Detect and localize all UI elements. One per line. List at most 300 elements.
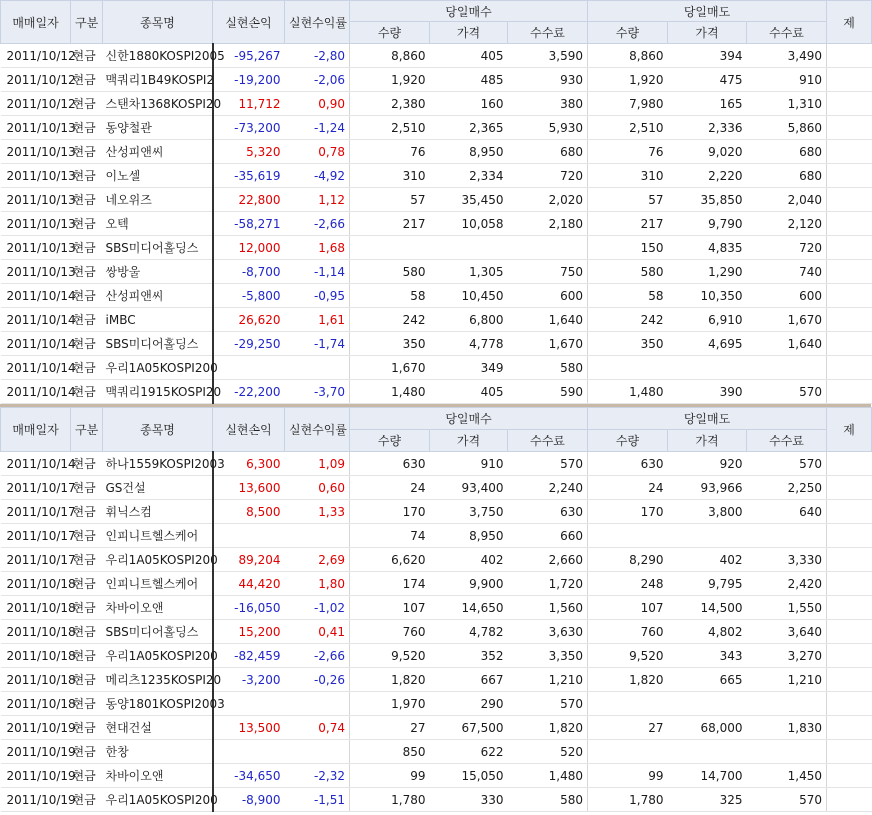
cell-buy-price: 35,450	[430, 188, 508, 212]
cell-sell-price: 4,695	[668, 332, 747, 356]
cell-sell-qty: 58	[588, 284, 668, 308]
cell-realized-return: 0,90	[285, 92, 350, 116]
table-row[interactable]	[1, 764, 872, 788]
cell-realized-return: -4,92	[285, 164, 350, 188]
cell-sell-price: 165	[668, 92, 747, 116]
table-row[interactable]	[1, 92, 872, 116]
cell-buy-qty: 580	[350, 260, 430, 284]
cell-sell-qty: 248	[588, 572, 668, 596]
cell-buy-price: 4,782	[430, 620, 508, 644]
cell-extra	[827, 356, 872, 380]
cell-realized-return: 2,69	[285, 548, 350, 572]
cell-realized-pnl: 13,600	[213, 476, 285, 500]
cell-trade-date: 2011/10/17	[1, 524, 71, 548]
cell-sell-fee: 740	[747, 260, 827, 284]
cell-sell-fee: 1,310	[747, 92, 827, 116]
cell-realized-return: -1,14	[285, 260, 350, 284]
header-realized-return[interactable]: 실현수익률	[285, 1, 350, 44]
cell-buy-fee: 2,660	[508, 548, 588, 572]
cell-realized-return	[285, 524, 350, 548]
table-row[interactable]	[1, 284, 872, 308]
cell-sell-fee	[747, 740, 827, 764]
cell-realized-return	[285, 740, 350, 764]
cell-realized-return: 1,33	[285, 500, 350, 524]
cell-trade-date: 2011/10/18	[1, 692, 71, 716]
header-buy-fee[interactable]: 수수료	[508, 430, 588, 452]
cell-realized-pnl: -8,900	[213, 788, 285, 812]
cell-realized-return	[285, 356, 350, 380]
header-stock-name[interactable]: 종목명	[103, 408, 213, 452]
cell-sell-price: 2,336	[668, 116, 747, 140]
table-row[interactable]	[1, 452, 872, 476]
cell-sell-price: 9,790	[668, 212, 747, 236]
cell-sell-price: 6,910	[668, 308, 747, 332]
cell-buy-qty: 57	[350, 188, 430, 212]
table-row[interactable]	[1, 524, 872, 548]
table-row[interactable]	[1, 500, 872, 524]
table-row[interactable]	[1, 596, 872, 620]
cell-sell-qty	[588, 692, 668, 716]
cell-buy-qty: 174	[350, 572, 430, 596]
cell-realized-pnl: 22,800	[213, 188, 285, 212]
cell-realized-return: 1,12	[285, 188, 350, 212]
cell-buy-qty: 9,520	[350, 644, 430, 668]
cell-realized-return: -2,32	[285, 764, 350, 788]
header-sell-qty[interactable]: 수량	[588, 22, 668, 44]
cell-realized-return: -0,26	[285, 668, 350, 692]
cell-trade-date: 2011/10/14	[1, 356, 71, 380]
cell-sell-price	[668, 692, 747, 716]
cell-sell-fee: 5,860	[747, 116, 827, 140]
cell-sell-fee	[747, 356, 827, 380]
table-row[interactable]	[1, 668, 872, 692]
cell-buy-fee: 590	[508, 380, 588, 404]
cell-sell-price	[668, 740, 747, 764]
cell-extra	[827, 716, 872, 740]
cell-extra	[827, 524, 872, 548]
cell-type: 현금	[71, 788, 103, 812]
table-row[interactable]	[1, 380, 872, 404]
cell-stock-name: 신한1880KOSPI2005	[103, 44, 213, 68]
cell-sell-qty: 107	[588, 596, 668, 620]
cell-buy-price: 10,450	[430, 284, 508, 308]
header-realized-pnl[interactable]: 실현손익	[213, 1, 285, 44]
cell-trade-date: 2011/10/17	[1, 548, 71, 572]
cell-stock-name: SBS미디어홀딩스	[103, 332, 213, 356]
cell-sell-qty: 350	[588, 332, 668, 356]
cell-stock-name: 산성피앤씨	[103, 140, 213, 164]
cell-sell-fee	[747, 692, 827, 716]
header-realized-pnl[interactable]: 실현손익	[213, 408, 285, 452]
cell-stock-name: 우리1A05KOSPI200	[103, 788, 213, 812]
cell-realized-return: 1,80	[285, 572, 350, 596]
header-type[interactable]: 구분	[71, 408, 103, 452]
cell-buy-price: 330	[430, 788, 508, 812]
cell-buy-fee: 1,720	[508, 572, 588, 596]
cell-trade-date: 2011/10/13	[1, 140, 71, 164]
cell-sell-qty: 1,480	[588, 380, 668, 404]
cell-realized-return: 1,61	[285, 308, 350, 332]
cell-buy-qty: 760	[350, 620, 430, 644]
cell-type: 현금	[71, 476, 103, 500]
cell-realized-return: -1,02	[285, 596, 350, 620]
cell-realized-pnl: 11,712	[213, 92, 285, 116]
cell-buy-qty: 1,920	[350, 68, 430, 92]
cell-stock-name: 이노셀	[103, 164, 213, 188]
header-buy-fee[interactable]: 수수료	[508, 22, 588, 44]
cell-buy-fee: 3,590	[508, 44, 588, 68]
cell-sell-fee: 3,330	[747, 548, 827, 572]
cell-sell-qty: 170	[588, 500, 668, 524]
cell-type: 현금	[71, 164, 103, 188]
cell-realized-pnl: -82,459	[213, 644, 285, 668]
cell-extra	[827, 764, 872, 788]
cell-sell-qty: 76	[588, 140, 668, 164]
table-row[interactable]	[1, 164, 872, 188]
table-row[interactable]	[1, 356, 872, 380]
cell-realized-pnl: 13,500	[213, 716, 285, 740]
cell-buy-price: 9,900	[430, 572, 508, 596]
cell-stock-name: 현대건설	[103, 716, 213, 740]
header-type[interactable]: 구분	[71, 1, 103, 44]
cell-trade-date: 2011/10/13	[1, 164, 71, 188]
cell-extra	[827, 476, 872, 500]
cell-buy-price: 667	[430, 668, 508, 692]
cell-extra	[827, 44, 872, 68]
cell-sell-fee: 570	[747, 788, 827, 812]
cell-buy-fee: 570	[508, 452, 588, 476]
cell-stock-name: 우리1A05KOSPI200	[103, 356, 213, 380]
cell-realized-return: -1,51	[285, 788, 350, 812]
table-row[interactable]	[1, 212, 872, 236]
cell-sell-fee: 680	[747, 164, 827, 188]
cell-buy-qty: 170	[350, 500, 430, 524]
cell-buy-fee: 380	[508, 92, 588, 116]
cell-buy-qty: 27	[350, 716, 430, 740]
cell-realized-return: -1,24	[285, 116, 350, 140]
cell-buy-price: 622	[430, 740, 508, 764]
cell-type: 현금	[71, 212, 103, 236]
cell-sell-price: 325	[668, 788, 747, 812]
cell-buy-qty: 2,380	[350, 92, 430, 116]
cell-trade-date: 2011/10/14	[1, 284, 71, 308]
cell-sell-qty: 1,780	[588, 788, 668, 812]
cell-stock-name: 인피니트헬스케어	[103, 524, 213, 548]
cell-sell-price: 35,850	[668, 188, 747, 212]
cell-buy-price: 14,650	[430, 596, 508, 620]
cell-buy-fee: 580	[508, 356, 588, 380]
cell-stock-name: 맥쿼리1915KOSPI20	[103, 380, 213, 404]
header-day-sell: 당일매도	[588, 408, 827, 430]
cell-extra	[827, 116, 872, 140]
cell-trade-date: 2011/10/12	[1, 68, 71, 92]
table-row[interactable]	[1, 620, 872, 644]
cell-stock-name: 우리1A05KOSPI200	[103, 548, 213, 572]
header-buy-price[interactable]: 가격	[430, 430, 508, 452]
cell-trade-date: 2011/10/18	[1, 572, 71, 596]
cell-type: 현금	[71, 356, 103, 380]
cell-buy-qty: 107	[350, 596, 430, 620]
cell-buy-price: 352	[430, 644, 508, 668]
cell-trade-date: 2011/10/13	[1, 188, 71, 212]
table-row[interactable]	[1, 788, 872, 812]
cell-extra	[827, 140, 872, 164]
cell-sell-qty: 2,510	[588, 116, 668, 140]
table-row[interactable]	[1, 68, 872, 92]
cell-sell-qty: 1,820	[588, 668, 668, 692]
cell-realized-return: -3,70	[285, 380, 350, 404]
table-row[interactable]	[1, 188, 872, 212]
cell-sell-price: 4,835	[668, 236, 747, 260]
header-stock-name[interactable]: 종목명	[103, 1, 213, 44]
cell-trade-date: 2011/10/14	[1, 452, 71, 476]
cell-buy-price: 910	[430, 452, 508, 476]
cell-realized-pnl: -95,267	[213, 44, 285, 68]
cell-extra	[827, 332, 872, 356]
cell-realized-pnl	[213, 524, 285, 548]
cell-buy-fee: 660	[508, 524, 588, 548]
cell-type: 현금	[71, 380, 103, 404]
cell-type: 현금	[71, 260, 103, 284]
cell-buy-price: 8,950	[430, 524, 508, 548]
cell-buy-price: 349	[430, 356, 508, 380]
cell-extra	[827, 668, 872, 692]
cell-sell-qty: 57	[588, 188, 668, 212]
cell-buy-qty: 58	[350, 284, 430, 308]
cell-sell-qty	[588, 524, 668, 548]
header-sell-qty[interactable]: 수량	[588, 430, 668, 452]
cell-buy-fee: 1,640	[508, 308, 588, 332]
header-trade-date[interactable]: 매매일자	[1, 408, 71, 452]
cell-realized-pnl: -22,200	[213, 380, 285, 404]
cell-buy-qty: 1,820	[350, 668, 430, 692]
cell-buy-price: 1,305	[430, 260, 508, 284]
cell-realized-pnl	[213, 356, 285, 380]
cell-realized-pnl	[213, 740, 285, 764]
cell-extra	[827, 92, 872, 116]
header-day-buy: 당일매수	[350, 1, 588, 22]
cell-realized-pnl: -16,050	[213, 596, 285, 620]
cell-sell-price: 2,220	[668, 164, 747, 188]
cell-trade-date: 2011/10/14	[1, 308, 71, 332]
cell-type: 현금	[71, 284, 103, 308]
cell-stock-name: 인피니트헬스케어	[103, 572, 213, 596]
cell-buy-qty: 217	[350, 212, 430, 236]
cell-buy-fee: 580	[508, 788, 588, 812]
cell-sell-fee: 1,550	[747, 596, 827, 620]
cell-sell-fee: 2,420	[747, 572, 827, 596]
cell-sell-qty: 310	[588, 164, 668, 188]
cell-trade-date: 2011/10/18	[1, 596, 71, 620]
table-row[interactable]	[1, 308, 872, 332]
trade-table-bottom	[0, 407, 872, 812]
cell-realized-return: -2,66	[285, 212, 350, 236]
cell-buy-qty	[350, 236, 430, 260]
cell-sell-price: 3,800	[668, 500, 747, 524]
cell-sell-fee: 570	[747, 380, 827, 404]
cell-sell-fee: 2,250	[747, 476, 827, 500]
cell-type: 현금	[71, 44, 103, 68]
cell-sell-qty	[588, 356, 668, 380]
cell-extra	[827, 644, 872, 668]
cell-realized-pnl: 89,204	[213, 548, 285, 572]
cell-trade-date: 2011/10/14	[1, 332, 71, 356]
cell-buy-fee: 2,240	[508, 476, 588, 500]
cell-stock-name: 동양1801KOSPI2003	[103, 692, 213, 716]
cell-buy-price: 160	[430, 92, 508, 116]
header-sell-fee[interactable]: 수수료	[747, 430, 827, 452]
cell-trade-date: 2011/10/17	[1, 476, 71, 500]
header-buy-qty[interactable]: 수량	[350, 430, 430, 452]
table-row[interactable]	[1, 116, 872, 140]
cell-sell-fee: 1,210	[747, 668, 827, 692]
cell-buy-price: 10,058	[430, 212, 508, 236]
table-row[interactable]	[1, 740, 872, 764]
cell-buy-qty: 1,970	[350, 692, 430, 716]
table-row[interactable]	[1, 44, 872, 68]
cell-type: 현금	[71, 716, 103, 740]
header-extra[interactable]: 제	[827, 408, 872, 452]
header-trade-date[interactable]: 매매일자	[1, 1, 71, 44]
cell-realized-return: 1,68	[285, 236, 350, 260]
cell-buy-fee: 3,350	[508, 644, 588, 668]
cell-extra	[827, 164, 872, 188]
cell-realized-pnl: -34,650	[213, 764, 285, 788]
cell-buy-fee: 1,210	[508, 668, 588, 692]
cell-sell-fee: 680	[747, 140, 827, 164]
cell-realized-return: -0,95	[285, 284, 350, 308]
table-row[interactable]	[1, 548, 872, 572]
table-row[interactable]	[1, 716, 872, 740]
header-realized-return[interactable]: 실현수익률	[285, 408, 350, 452]
cell-type: 현금	[71, 740, 103, 764]
trade-grid-bottom	[0, 407, 871, 815]
cell-sell-qty	[588, 740, 668, 764]
cell-sell-price: 10,350	[668, 284, 747, 308]
cell-sell-fee: 2,120	[747, 212, 827, 236]
cell-buy-qty: 8,860	[350, 44, 430, 68]
cell-buy-qty: 6,620	[350, 548, 430, 572]
cell-sell-fee: 600	[747, 284, 827, 308]
cell-sell-qty: 242	[588, 308, 668, 332]
cell-stock-name: 하나1559KOSPI2003	[103, 452, 213, 476]
cell-buy-qty: 310	[350, 164, 430, 188]
cell-realized-pnl: -29,250	[213, 332, 285, 356]
cell-type: 현금	[71, 332, 103, 356]
table-row[interactable]	[1, 260, 872, 284]
cell-stock-name: 산성피앤씨	[103, 284, 213, 308]
cell-buy-price: 93,400	[430, 476, 508, 500]
cell-buy-fee: 680	[508, 140, 588, 164]
table-row[interactable]	[1, 476, 872, 500]
cell-realized-pnl: 26,620	[213, 308, 285, 332]
cell-buy-price: 290	[430, 692, 508, 716]
cell-stock-name: 동양철관	[103, 116, 213, 140]
cell-realized-pnl: 15,200	[213, 620, 285, 644]
cell-trade-date: 2011/10/18	[1, 668, 71, 692]
cell-realized-return: -2,66	[285, 644, 350, 668]
cell-extra	[827, 212, 872, 236]
cell-sell-fee: 570	[747, 452, 827, 476]
cell-buy-price: 405	[430, 44, 508, 68]
cell-type: 현금	[71, 644, 103, 668]
table-row[interactable]	[1, 140, 872, 164]
cell-buy-price: 485	[430, 68, 508, 92]
cell-sell-qty: 27	[588, 716, 668, 740]
header-buy-qty[interactable]: 수량	[350, 22, 430, 44]
cell-buy-qty: 242	[350, 308, 430, 332]
cell-buy-price: 402	[430, 548, 508, 572]
cell-buy-price: 2,334	[430, 164, 508, 188]
cell-extra	[827, 572, 872, 596]
cell-type: 현금	[71, 92, 103, 116]
cell-sell-price: 394	[668, 44, 747, 68]
cell-sell-qty: 760	[588, 620, 668, 644]
table-row[interactable]	[1, 572, 872, 596]
cell-realized-pnl: -35,619	[213, 164, 285, 188]
cell-type: 현금	[71, 692, 103, 716]
cell-trade-date: 2011/10/12	[1, 44, 71, 68]
cell-realized-pnl: -3,200	[213, 668, 285, 692]
cell-sell-qty: 1,920	[588, 68, 668, 92]
cell-sell-price	[668, 524, 747, 548]
table-row[interactable]	[1, 236, 872, 260]
cell-buy-price: 8,950	[430, 140, 508, 164]
cell-sell-price: 14,700	[668, 764, 747, 788]
header-day-sell: 당일매도	[588, 1, 827, 22]
cell-buy-fee: 1,480	[508, 764, 588, 788]
header-extra[interactable]: 제	[827, 1, 872, 44]
cell-buy-price: 4,778	[430, 332, 508, 356]
cell-type: 현금	[71, 668, 103, 692]
header-buy-price[interactable]: 가격	[430, 22, 508, 44]
cell-sell-price: 68,000	[668, 716, 747, 740]
header-sell-fee[interactable]: 수수료	[747, 22, 827, 44]
cell-buy-price	[430, 236, 508, 260]
cell-sell-fee: 3,270	[747, 644, 827, 668]
cell-stock-name: 네오위즈	[103, 188, 213, 212]
cell-sell-fee: 2,040	[747, 188, 827, 212]
cell-buy-fee	[508, 236, 588, 260]
cell-extra	[827, 788, 872, 812]
cell-realized-pnl: 12,000	[213, 236, 285, 260]
cell-sell-qty: 8,860	[588, 44, 668, 68]
header-sell-price[interactable]: 가격	[668, 22, 747, 44]
cell-buy-qty: 24	[350, 476, 430, 500]
table-row[interactable]	[1, 692, 872, 716]
cell-buy-fee: 1,670	[508, 332, 588, 356]
cell-buy-fee: 720	[508, 164, 588, 188]
cell-buy-qty: 2,510	[350, 116, 430, 140]
cell-realized-return: -1,74	[285, 332, 350, 356]
cell-trade-date: 2011/10/17	[1, 500, 71, 524]
cell-sell-qty: 9,520	[588, 644, 668, 668]
cell-realized-return: -2,80	[285, 44, 350, 68]
cell-realized-pnl: 5,320	[213, 140, 285, 164]
table-row[interactable]	[1, 332, 872, 356]
cell-sell-qty: 24	[588, 476, 668, 500]
trade-grid-top	[0, 0, 871, 404]
cell-realized-pnl: -19,200	[213, 68, 285, 92]
header-sell-price[interactable]: 가격	[668, 430, 747, 452]
table-row[interactable]	[1, 644, 872, 668]
cell-buy-qty: 74	[350, 524, 430, 548]
cell-extra	[827, 500, 872, 524]
cell-sell-price: 402	[668, 548, 747, 572]
cell-sell-fee: 1,450	[747, 764, 827, 788]
cell-realized-return: 0,41	[285, 620, 350, 644]
cell-trade-date: 2011/10/14	[1, 380, 71, 404]
